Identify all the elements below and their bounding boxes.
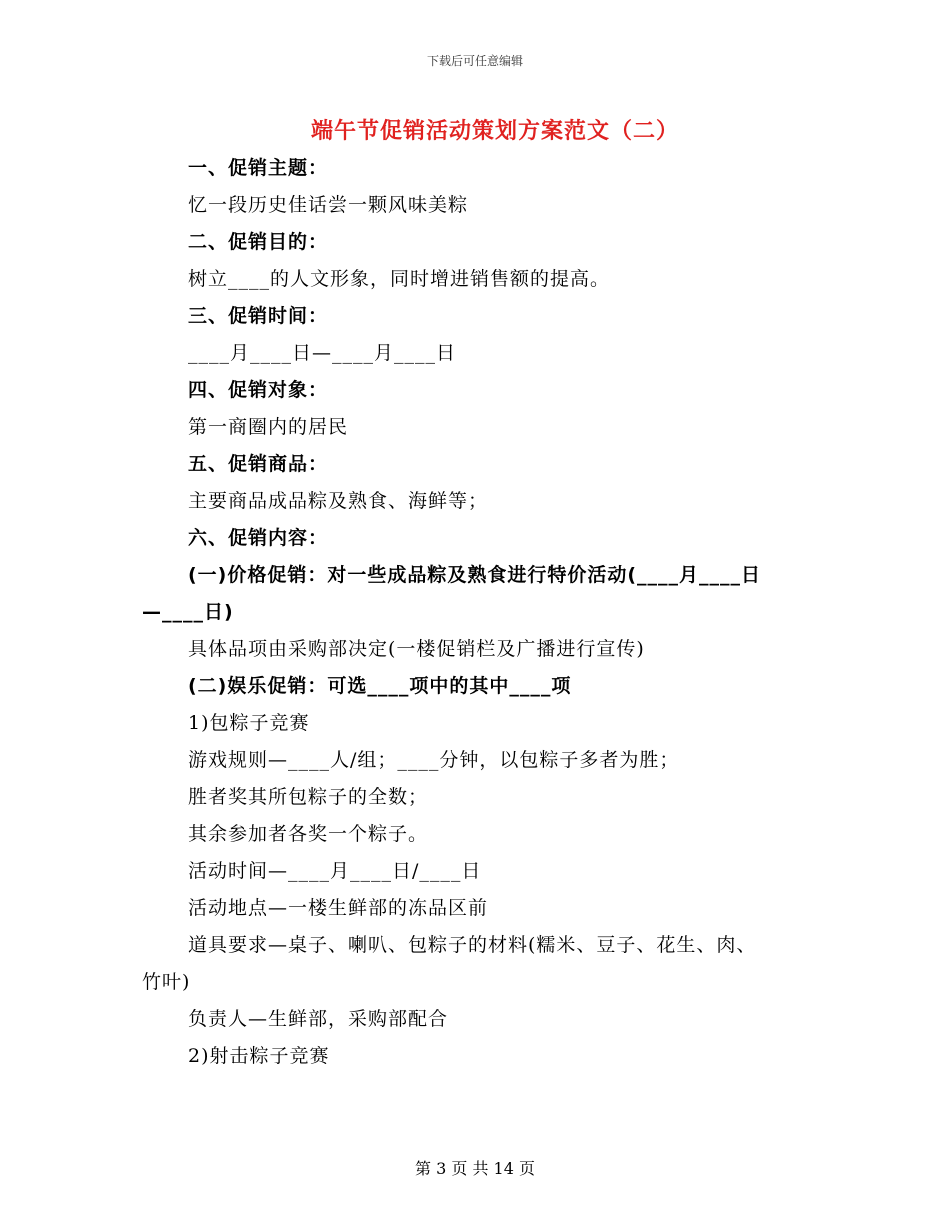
section-heading: 四、促销对象： [188, 379, 329, 401]
section-heading: 一、促销主题： [188, 157, 329, 179]
body-line: 活动时间—____月____日/____日 [188, 860, 482, 882]
header-note: 下载后可任意编辑 [426, 54, 523, 68]
section-heading: 三、促销时间： [188, 305, 329, 327]
body-line: 负责人—生鲜部，采购部配合 [188, 1008, 449, 1030]
body-line: 树立____的人文形象，同时增进销售额的提高。 [188, 268, 611, 290]
body-line: 游戏规则—____人/组；____分钟，以包粽子多者为胜； [188, 749, 680, 771]
body-line: 具体品项由采购部决定(一楼促销栏及广播进行宣传) [188, 638, 645, 660]
body-line: 其余参加者各奖一个粽子。 [188, 823, 429, 845]
section-heading: 五、促销商品： [188, 453, 329, 475]
body-line: 忆一段历史佳话尝一颗风味美粽 [188, 194, 469, 216]
body-line: 活动地点—一楼生鲜部的冻品区前 [188, 897, 489, 919]
section-heading: 六、促销内容： [188, 527, 329, 549]
section-heading: —____日) [142, 601, 234, 623]
body-line: 竹叶) [142, 971, 191, 993]
page-footer: 第 3 页 共 14 页 [415, 1159, 535, 1178]
body-line: 1)包粽子竞赛 [188, 712, 310, 734]
section-heading: 二、促销目的： [188, 231, 329, 253]
body-line: ____月____日—____月____日 [188, 342, 457, 364]
body-line: 胜者奖其所包粽子的全数； [188, 786, 429, 808]
document-body [142, 150, 812, 1075]
body-line: 道具要求—桌子、喇叭、包粽子的材料(糯米、豆子、花生、肉、 [188, 934, 757, 956]
section-heading: (一)价格促销：对一些成品粽及熟食进行特价活动(____月____日 [188, 564, 762, 586]
document-title: 端午节促销活动策划方案范文（二） [310, 119, 679, 144]
section-heading: (二)娱乐促销：可选____项中的其中____项 [188, 675, 572, 697]
body-line: 第一商圈内的居民 [188, 416, 349, 438]
body-line: 2)射击粽子竞赛 [188, 1045, 330, 1067]
body-line: 主要商品成品粽及熟食、海鲜等； [188, 490, 489, 512]
